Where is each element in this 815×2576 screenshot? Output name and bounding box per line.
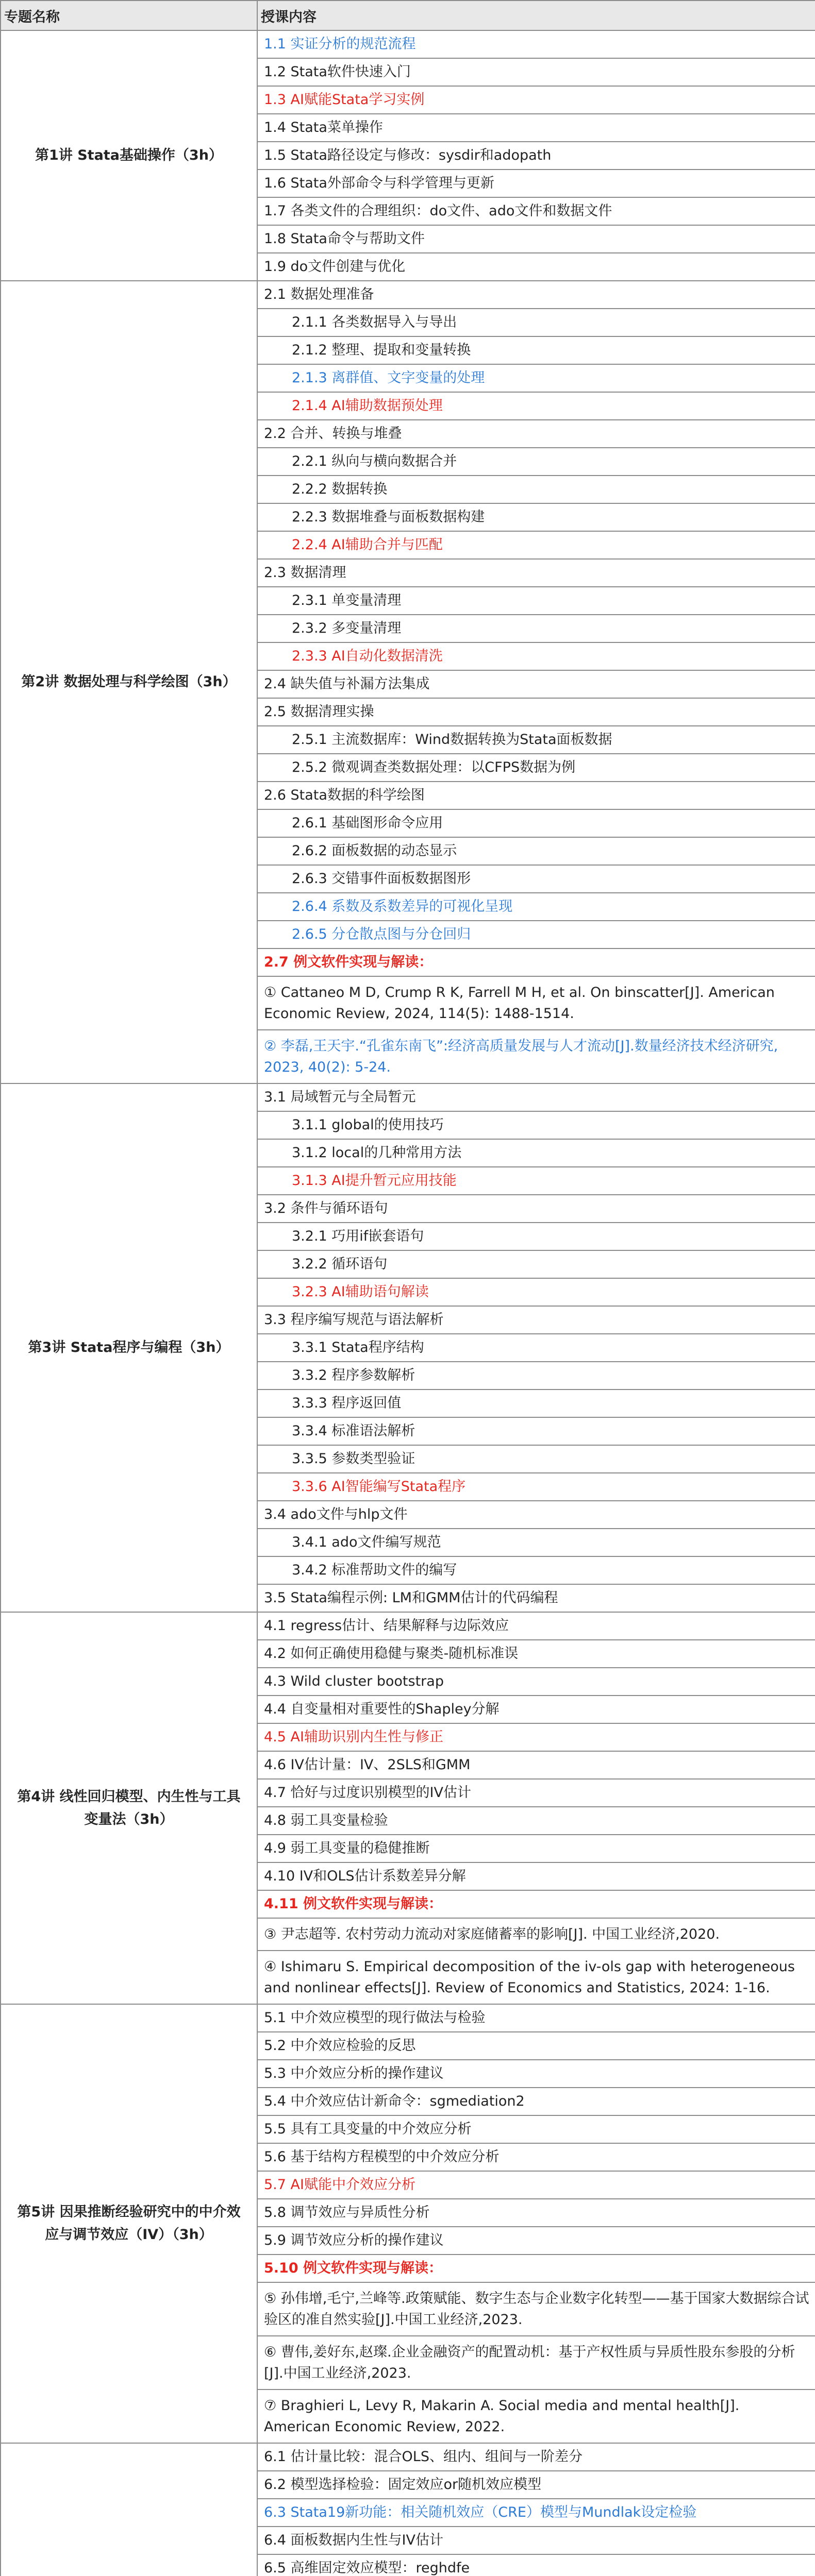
subtopic-item: 2.2.4 AI辅助合并与匹配 [257,531,815,559]
table-row [1,2443,815,2471]
topic-item: 4.1 regress估计、结果解释与边际效应 [257,1612,815,1640]
topic-item: 1.2 Stata软件快速入门 [257,58,815,86]
subtopic-item: 2.6.5 分仓散点图与分仓回归 [257,921,815,948]
reference-item: ③ 尹志超等. 农村劳动力流动对家庭储蓄率的影响[J]. 中国工业经济,2020. [257,1918,815,1951]
subtopic-item: 2.5.2 微观调查类数据处理：以CFPS数据为例 [257,754,815,782]
subtopic-item: 3.2.3 AI辅助语句解读 [257,1278,815,1306]
topic-item: 2.5 数据清理实操 [257,698,815,726]
reference-item: ① Cattaneo M D, Crump R K, Farrell M H, et al. On binscatter[J]. American Economic Review, 2024, 114(5): 1488-1514. [257,976,815,1030]
topic-item: 5.10 例文软件实现与解读： [257,2255,815,2282]
topic-item: 4.9 弱工具变量的稳健推断 [257,1835,815,1862]
subtopic-item: 3.3.3 程序返回值 [257,1389,815,1417]
topic-item: 2.7 例文软件实现与解读： [257,948,815,976]
topic-item: 5.6 基于结构方程模型的中介效应分析 [257,2143,815,2171]
topic-item: 1.3 AI赋能Stata学习实例 [257,86,815,114]
subtopic-item: 3.3.1 Stata程序结构 [257,1334,815,1362]
subtopic-item: 2.5.1 主流数据库：Wind数据转换为Stata面板数据 [257,726,815,754]
topic-item: 5.7 AI赋能中介效应分析 [257,2171,815,2199]
topic-item: 1.6 Stata外部命令与科学管理与更新 [257,170,815,197]
topic-item: 4.6 IV估计量：IV、2SLS和GMM [257,1751,815,1779]
topic-item: 2.2 合并、转换与堆叠 [257,420,815,448]
topic-item: 5.8 调节效应与异质性分析 [257,2199,815,2227]
header-content: 授课内容 [257,1,815,30]
topic-item: 4.4 自变量相对重要性的Shapley分解 [257,1696,815,1723]
topic-item: 5.2 中介效应检验的反思 [257,2032,815,2060]
topic-item: 6.5 高维固定效应模型：reghdfe [257,2554,815,2576]
topic-item: 3.4 ado文件与hlp文件 [257,1501,815,1529]
subtopic-item: 2.1.3 离群值、文字变量的处理 [257,364,815,392]
subtopic-item: 2.3.2 多变量清理 [257,615,815,642]
topic-item: 1.1 实证分析的规范流程 [257,30,815,58]
topic-item: 5.1 中介效应模型的现行做法与检验 [257,2004,815,2032]
topic-item: 4.8 弱工具变量检验 [257,1807,815,1835]
syllabus-body [1,30,815,2576]
module-title: 第2讲 数据处理与科学绘图（3h） [1,281,257,1083]
topic-item: 2.4 缺失值与补漏方法集成 [257,670,815,698]
topic-item: 1.7 各类文件的合理组织：do文件、ado文件和数据文件 [257,197,815,225]
subtopic-item: 2.3.1 单变量清理 [257,587,815,615]
topic-item: 5.5 具有工具变量的中介效应分析 [257,2115,815,2143]
table-row [1,30,815,58]
topic-item: 1.8 Stata命令与帮助文件 [257,225,815,253]
topic-item: 5.3 中介效应分析的操作建议 [257,2060,815,2088]
module-title: 第5讲 因果推断经验研究中的中介效应与调节效应（IV）（3h） [1,2004,257,2443]
subtopic-item: 2.6.3 交错事件面板数据图形 [257,865,815,893]
subtopic-item: 2.1.2 整理、提取和变量转换 [257,336,815,364]
topic-item: 6.3 Stata19新功能：相关随机效应（CRE）模型与Mundlak设定检验 [257,2499,815,2527]
module-title: 第3讲 Stata程序与编程（3h） [1,1083,257,1612]
reference-item: ⑦ Braghieri L, Levy R, Makarin A. Social media and mental health[J]. American Economic Review, 2022. [257,2389,815,2443]
module-title: 第1讲 Stata基础操作（3h） [1,30,257,281]
subtopic-item: 3.4.2 标准帮助文件的编写 [257,1556,815,1584]
topic-item: 1.5 Stata路径设定与修改：sysdir和adopath [257,142,815,170]
topic-item: 4.11 例文软件实现与解读： [257,1890,815,1918]
subtopic-item: 2.1.4 AI辅助数据预处理 [257,392,815,420]
topic-item: 6.1 估计量比较：混合OLS、组内、组间与一阶差分 [257,2443,815,2471]
topic-item: 1.9 do文件创建与优化 [257,253,815,281]
subtopic-item: 3.2.1 巧用if嵌套语句 [257,1223,815,1250]
reference-item: ② 李磊,王天宇.“孔雀东南飞”:经济高质量发展与人才流动[J].数量经济技术经济研究, 2023, 40(2): 5-24. [257,1030,815,1083]
subtopic-item: 3.3.4 标准语法解析 [257,1417,815,1445]
table-row [1,1612,815,1640]
table-row [1,281,815,309]
module-title: 第4讲 线性回归模型、内生性与工具变量法（3h） [1,1612,257,2004]
reference-item: ⑤ 孙伟增,毛宁,兰峰等.政策赋能、数字生态与企业数字化转型——基于国家大数据综合试验区的准自然实验[J].中国工业经济,2023. [257,2282,815,2336]
subtopic-item: 3.1.1 global的使用技巧 [257,1111,815,1139]
topic-item: 3.5 Stata编程示例: LM和GMM估计的代码编程 [257,1584,815,1612]
header-row [1,1,815,30]
topic-item: 4.7 恰好与过度识别模型的IV估计 [257,1779,815,1807]
subtopic-item: 2.2.3 数据堆叠与面板数据构建 [257,503,815,531]
subtopic-item: 2.6.2 面板数据的动态显示 [257,837,815,865]
subtopic-item: 3.3.6 AI智能编写Stata程序 [257,1473,815,1501]
subtopic-item: 3.1.3 AI提升暂元应用技能 [257,1167,815,1195]
topic-item: 6.2 模型选择检验：固定效应or随机效应模型 [257,2471,815,2499]
subtopic-item: 3.3.2 程序参数解析 [257,1362,815,1389]
subtopic-item: 3.4.1 ado文件编写规范 [257,1529,815,1556]
subtopic-item: 2.6.4 系数及系数差异的可视化呈现 [257,893,815,921]
topic-item: 4.2 如何正确使用稳健与聚类-随机标准误 [257,1640,815,1668]
topic-item: 1.4 Stata菜单操作 [257,114,815,142]
subtopic-item: 2.6.1 基础图形命令应用 [257,809,815,837]
subtopic-item: 2.2.1 纵向与横向数据合并 [257,448,815,476]
subtopic-item: 3.2.2 循环语句 [257,1250,815,1278]
subtopic-item: 2.3.3 AI自动化数据清洗 [257,642,815,670]
subtopic-item: 3.3.5 参数类型验证 [257,1445,815,1473]
reference-item: ⑥ 曹伟,姜好东,赵璨.企业金融资产的配置动机：基于产权性质与异质性股东参股的分析[J].中国工业经济,2023. [257,2336,815,2389]
topic-item: 3.2 条件与循环语句 [257,1195,815,1223]
table-row [1,1083,815,1111]
topic-item: 3.1 局域暂元与全局暂元 [257,1083,815,1111]
reference-item: ④ Ishimaru S. Empirical decomposition of the iv-ols gap with heterogeneous and nonlinear effects[J]. Review of Economics and Statistics, 2024: 1-16. [257,1951,815,2004]
topic-item: 2.3 数据清理 [257,559,815,587]
topic-item: 3.3 程序编写规范与语法解析 [257,1306,815,1334]
header-module: 专题名称 [1,1,257,30]
topic-item: 2.1 数据处理准备 [257,281,815,309]
subtopic-item: 2.1.1 各类数据导入与导出 [257,309,815,336]
topic-item: 4.5 AI辅助识别内生性与修正 [257,1723,815,1751]
topic-item: 4.3 Wild cluster bootstrap [257,1668,815,1696]
subtopic-item: 3.1.2 local的几种常用方法 [257,1139,815,1167]
topic-item: 6.4 面板数据内生性与IV估计 [257,2527,815,2554]
topic-item: 2.6 Stata数据的科学绘图 [257,782,815,809]
topic-item: 5.9 调节效应分析的操作建议 [257,2227,815,2255]
subtopic-item: 2.2.2 数据转换 [257,476,815,503]
topic-item: 4.10 IV和OLS估计系数差异分解 [257,1862,815,1890]
table-row [1,2004,815,2032]
topic-item: 5.4 中介效应估计新命令：sgmediation2 [257,2088,815,2115]
module-title [1,2443,257,2576]
